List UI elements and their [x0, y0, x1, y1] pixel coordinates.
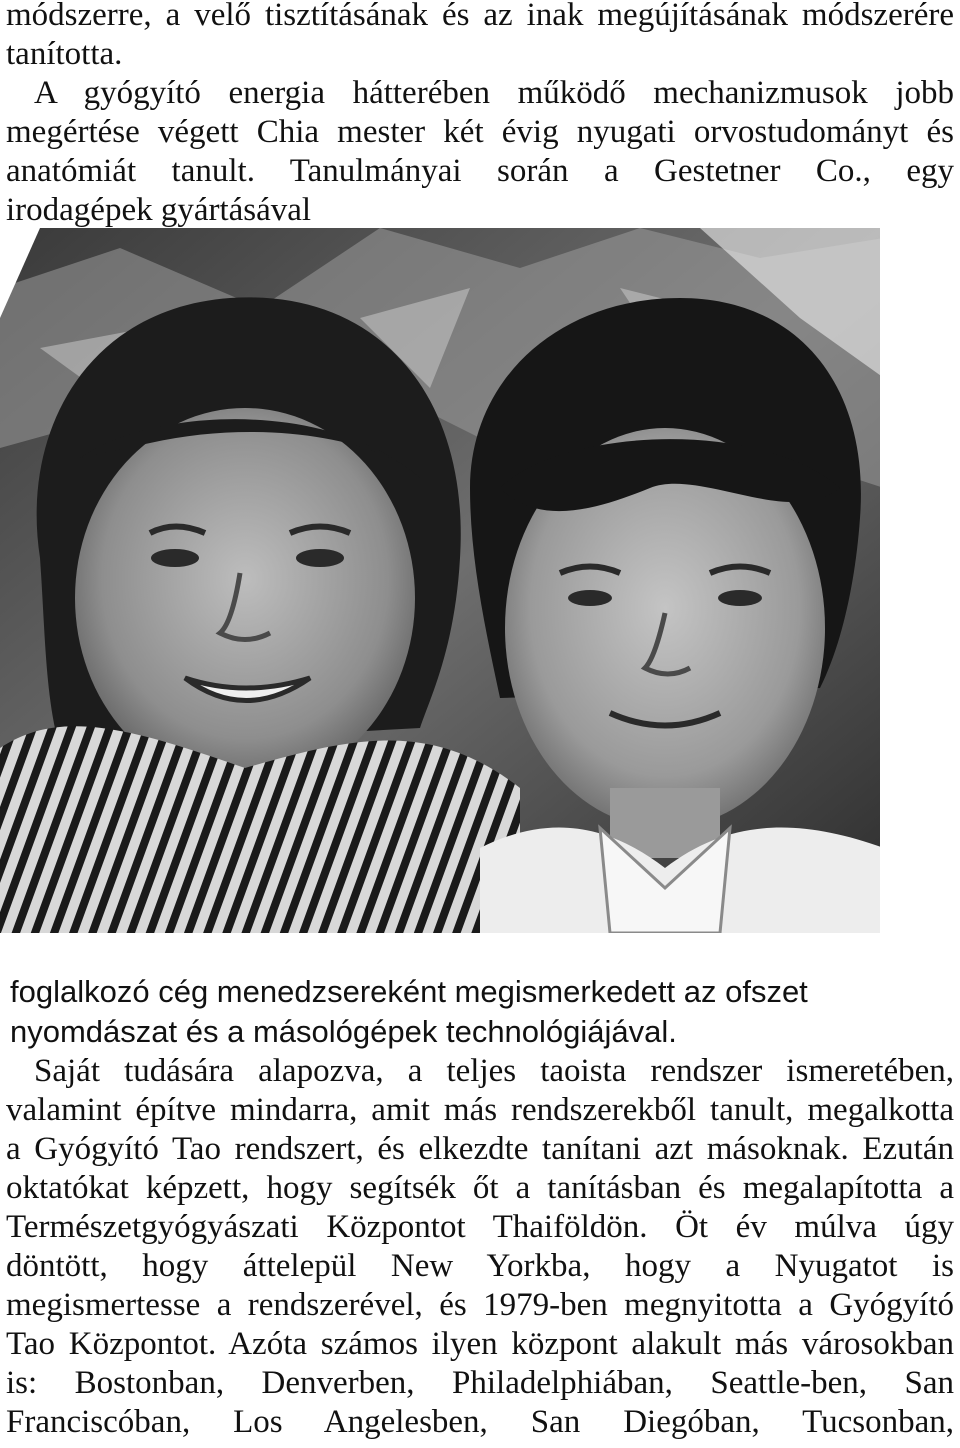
- text-line: Saját tudására alapozva, a teljes taoista rendszer ismeretében,: [34, 1053, 954, 1089]
- text-line: megismertesse a rendszerével, és 1979-ben megnyitotta a Gyógyító: [6, 1287, 954, 1323]
- text-line: döntött, hogy áttelepül New Yorkba, hogy a Nyugatot is: [6, 1248, 954, 1284]
- text-line: tanította.: [6, 36, 123, 72]
- text-line: Tao Központot. Azóta számos ilyen központ alakult más városokban: [6, 1326, 954, 1362]
- text-line: oktatókat képzett, hogy segítsék őt a tanításban és megalapította a: [6, 1170, 954, 1206]
- text-line: anatómiát tanult. Tanulmányai során a Gestetner Co., egy: [6, 153, 954, 189]
- text-line: nyomdászat és a másológépek technológiájával.: [10, 1014, 677, 1049]
- text-line: megértése végett Chia mester két évig nyugati orvostudományt és: [6, 114, 954, 150]
- text-line: is: Bostonban, Denverben, Philadelphiában, Seattle-ben, San: [6, 1365, 954, 1401]
- text-line: Franciscóban, Los Angelesben, San Diegóban, Tucsonban,: [6, 1404, 954, 1440]
- text-line: Természetgyógyászati Központot Thaiföldön. Öt év múlva úgy: [6, 1209, 954, 1245]
- text-line: a Gyógyító Tao rendszert, és elkezdte tanítani azt másoknak. Ezután: [6, 1131, 954, 1167]
- text-line: A gyógyító energia hátterében működő mechanizmusok jobb: [34, 75, 954, 111]
- portrait-photo: [0, 228, 884, 933]
- text-line: módszerre, a velő tisztításának és az inak megújításának módszerére: [6, 0, 954, 33]
- text-line: irodagépek gyártásával: [6, 192, 312, 228]
- text-line: valamint építve mindarra, amit más rendszerekből tanult, megalkotta: [6, 1092, 954, 1128]
- text-line: foglalkozó cég menedzsereként megismerkedett az ofszet: [10, 974, 808, 1009]
